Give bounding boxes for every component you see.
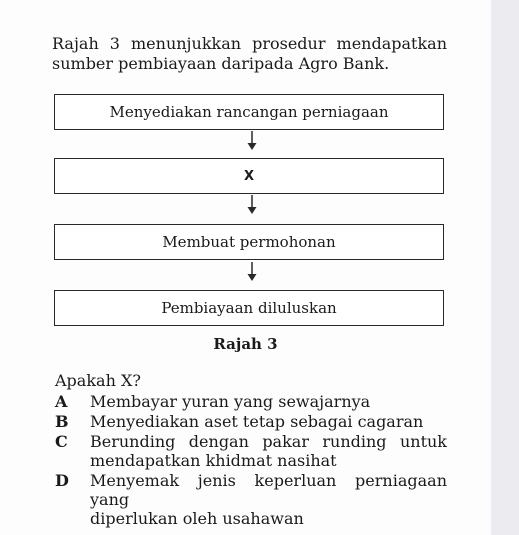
option-letter: D <box>55 471 69 490</box>
option-d <box>55 471 447 528</box>
option-letter: B <box>55 412 69 431</box>
option-text <box>90 412 447 431</box>
option-text <box>90 471 447 528</box>
flow-step-3-label: Membuat permohonan <box>162 233 336 251</box>
arrow-down-icon <box>246 195 258 215</box>
flow-step-3 <box>54 224 444 260</box>
option-c <box>55 432 447 470</box>
arrow-down-icon <box>246 262 258 282</box>
option-b <box>55 412 447 431</box>
answer-options <box>55 392 447 529</box>
intro-line-2: sumber pembiayaan daripada Agro Bank. <box>52 54 390 73</box>
flow-step-2-label: X <box>243 168 255 184</box>
page-margin-strip <box>491 0 519 535</box>
flow-step-4-label: Pembiayaan diluluskan <box>161 299 337 317</box>
flow-step-4 <box>54 290 444 326</box>
option-line: Berunding dengan pakar runding untuk <box>90 432 447 451</box>
intro-line-1: Rajah 3 menunjukkan prosedur mendapatkan <box>52 34 447 53</box>
flow-step-1 <box>54 94 444 130</box>
option-line: diperlukan oleh usahawan <box>90 509 304 528</box>
option-line: Menyemak jenis keperluan perniagaan yang <box>90 471 447 509</box>
option-line: mendapatkan khidmat nasihat <box>90 451 337 470</box>
figure-caption: Rajah 3 <box>213 335 278 353</box>
intro-text <box>52 34 447 74</box>
option-a <box>55 392 447 411</box>
flow-step-1-label: Menyediakan rancangan perniagaan <box>109 103 389 121</box>
flow-step-2 <box>54 158 444 194</box>
question-text: Apakah X? <box>55 371 141 390</box>
option-letter: C <box>55 432 68 451</box>
option-text <box>90 392 447 411</box>
option-line: Menyediakan aset tetap sebagai cagaran <box>90 412 424 431</box>
option-text <box>90 432 447 470</box>
option-letter: A <box>55 392 68 411</box>
arrow-down-icon <box>246 131 258 151</box>
option-line: Membayar yuran yang sewajarnya <box>90 392 371 411</box>
